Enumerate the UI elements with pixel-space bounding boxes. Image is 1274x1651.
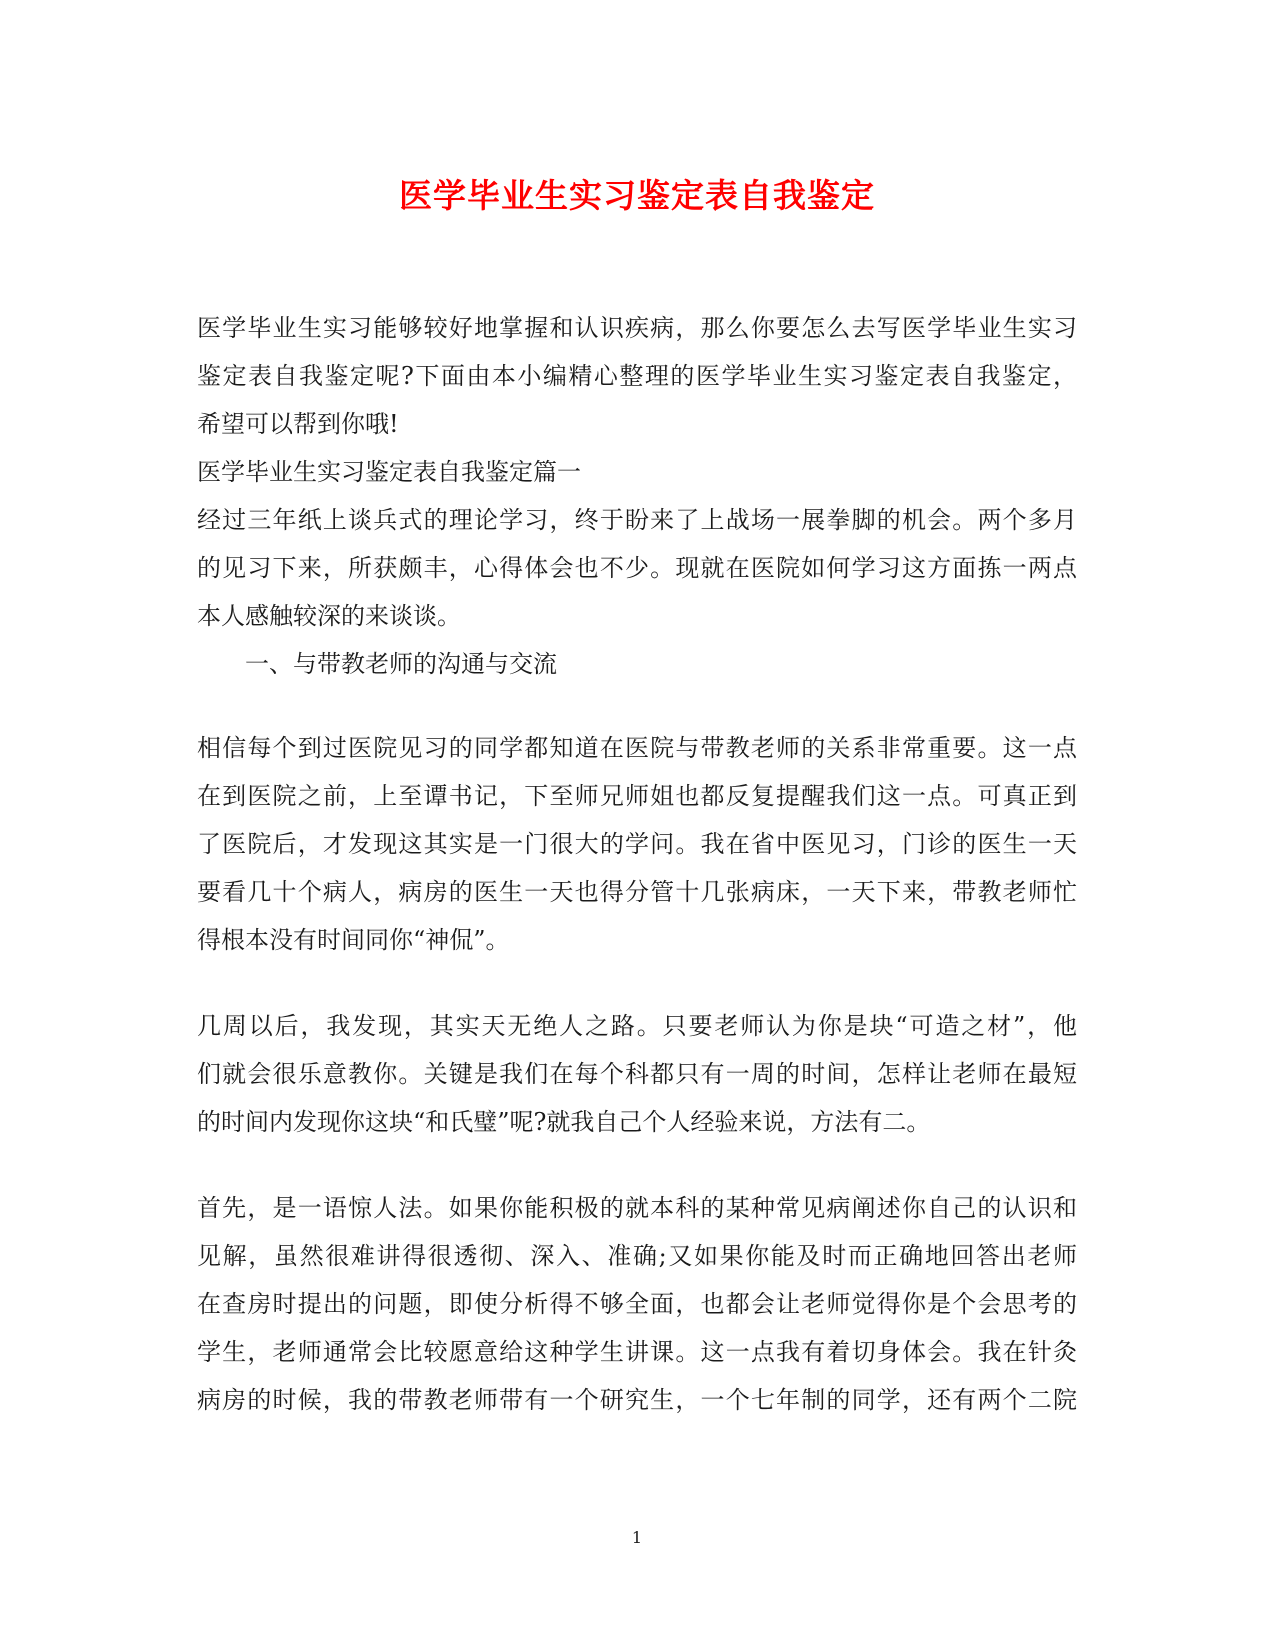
text-line: 希望可以帮到你哦! [197, 410, 399, 438]
text-line: 本人感触较深的来谈谈。 [197, 602, 461, 630]
text-line: 医学毕业生实习能够较好地掌握和认识疾病，那么你要怎么去写医学毕业生实习 [197, 314, 1077, 342]
paragraph-block-4 [197, 1184, 1077, 1424]
text-line: 要看几十个病人，病房的医生一天也得分管十几张病床，一天下来，带教老师忙 [197, 878, 1077, 906]
section-heading: 医学毕业生实习鉴定表自我鉴定篇一 [197, 458, 581, 486]
text-line: 们就会很乐意教你。关键是我们在每个科都只有一周的时间，怎样让老师在最短 [197, 1060, 1077, 1088]
paragraph-block-2 [197, 724, 1077, 964]
text-line: 病房的时候，我的带教老师带有一个研究生，一个七年制的同学，还有两个二院 [197, 1386, 1077, 1414]
subsection-heading: 一、与带教老师的沟通与交流 [245, 650, 557, 678]
text-line: 在查房时提出的问题，即使分析得不够全面，也都会让老师觉得你是个会思考的 [197, 1290, 1077, 1318]
text-line: 得根本没有时间同你“神侃”。 [197, 926, 510, 954]
text-line: 学生，老师通常会比较愿意给这种学生讲课。这一点我有着切身体会。我在针灸 [197, 1338, 1077, 1366]
page-number: 1 [631, 1528, 643, 1547]
document-title: 医学毕业生实习鉴定表自我鉴定 [399, 176, 875, 215]
text-line: 几周以后，我发现，其实天无绝人之路。只要老师认为你是块“可造之材”，他 [197, 1012, 1077, 1040]
text-line: 了医院后，才发现这其实是一门很大的学问。我在省中医见习，门诊的医生一天 [197, 830, 1077, 858]
text-line: 在到医院之前，上至谭书记，下至师兄师姐也都反复提醒我们这一点。可真正到 [197, 782, 1077, 810]
paragraph-block-intro [197, 304, 1077, 688]
paragraph-block-3 [197, 1002, 1077, 1146]
text-line: 相信每个到过医院见习的同学都知道在医院与带教老师的关系非常重要。这一点 [197, 734, 1077, 762]
text-line: 的时间内发现你这块“和氏璧”呢?就我自己个人经验来说，方法有二。 [197, 1108, 931, 1136]
text-line: 的见习下来，所获颇丰，心得体会也不少。现就在医院如何学习这方面拣一两点 [197, 554, 1077, 582]
text-line: 经过三年纸上谈兵式的理论学习，终于盼来了上战场一展拳脚的机会。两个多月 [197, 506, 1077, 534]
text-line: 首先，是一语惊人法。如果你能积极的就本科的某种常见病阐述你自己的认识和 [197, 1194, 1077, 1222]
text-line: 鉴定表自我鉴定呢?下面由本小编精心整理的医学毕业生实习鉴定表自我鉴定， [197, 362, 1077, 390]
text-line: 见解，虽然很难讲得很透彻、深入、准确;又如果你能及时而正确地回答出老师 [197, 1242, 1077, 1270]
